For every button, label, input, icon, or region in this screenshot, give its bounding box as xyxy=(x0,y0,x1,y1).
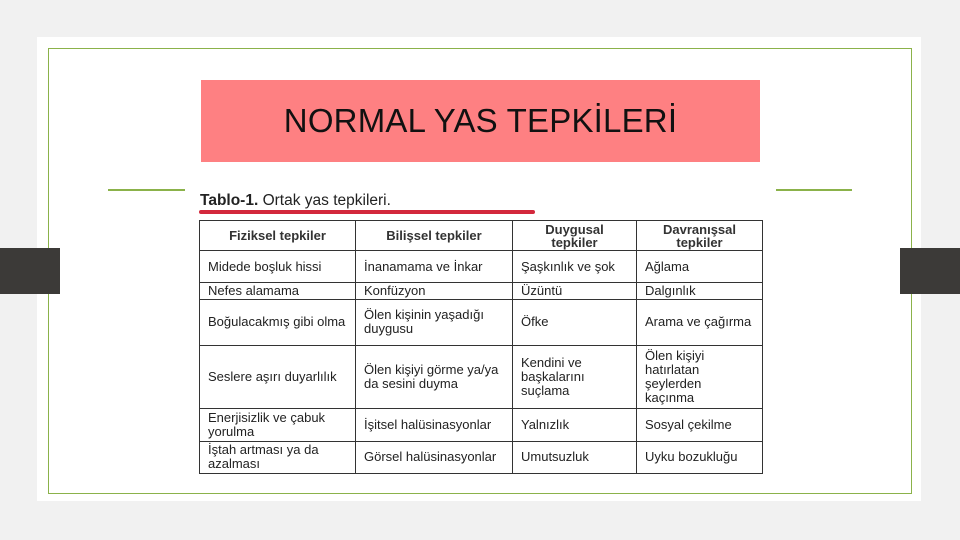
table-caption xyxy=(200,192,391,210)
table-cell: Ölen kişinin yaşadığı duygusu xyxy=(356,299,513,346)
table-header-row xyxy=(200,221,763,251)
table-cell: Öfke xyxy=(513,299,637,346)
header-emotional: Duygusal tepkiler xyxy=(513,221,637,251)
caption-text: Ortak yas tepkileri. xyxy=(258,192,391,209)
table-cell: Arama ve çağırma xyxy=(637,299,763,346)
table-row xyxy=(200,283,763,299)
table-cell: Ölen kişiyi hatırlatan şeylerden kaçınma xyxy=(637,346,763,409)
table-cell: Konfüzyon xyxy=(356,283,513,299)
table-image xyxy=(185,188,776,477)
table-cell: Dalgınlık xyxy=(637,283,763,299)
table-cell: Ölen kişiyi görme ya/ya da sesini duyma xyxy=(356,346,513,409)
table-row xyxy=(200,409,763,441)
table-cell: Şaşkınlık ve şok xyxy=(513,251,637,283)
table-cell: İşitsel halüsinasyonlar xyxy=(356,409,513,441)
right-side-tab xyxy=(900,248,960,294)
header-behavioral: Davranışsal tepkiler xyxy=(637,221,763,251)
left-side-tab xyxy=(0,248,60,294)
table-cell: Seslere aşırı duyarlılık xyxy=(200,346,356,409)
table-cell: Yalnızlık xyxy=(513,409,637,441)
header-cognitive: Bilişsel tepkiler xyxy=(356,221,513,251)
table-cell: Umutsuzluk xyxy=(513,441,637,473)
slide-title: NORMAL YAS TEPKİLERİ xyxy=(283,102,678,139)
table-cell: Kendini ve başkalarını suçlama xyxy=(513,346,637,409)
table-cell: Midede boşluk hissi xyxy=(200,251,356,283)
table-cell: Nefes alamama xyxy=(200,283,356,299)
caption-label: Tablo-1. xyxy=(200,192,259,209)
table-row xyxy=(200,299,763,346)
grief-reactions-table xyxy=(199,220,763,474)
header-physical: Fiziksel tepkiler xyxy=(200,221,356,251)
table-cell: Sosyal çekilme xyxy=(637,409,763,441)
table-cell: Üzüntü xyxy=(513,283,637,299)
table-cell: İnanamama ve İnkar xyxy=(356,251,513,283)
table-cell: Görsel halüsinasyonlar xyxy=(356,441,513,473)
table-row xyxy=(200,346,763,409)
table-cell: Uyku bozukluğu xyxy=(637,441,763,473)
table-row xyxy=(200,251,763,283)
table-cell: Enerjisizlik ve çabuk yorulma xyxy=(200,409,356,441)
table-cell: Boğulacakmış gibi olma xyxy=(200,299,356,346)
table-cell: İştah artması ya da azalması xyxy=(200,441,356,473)
red-underline xyxy=(199,210,535,214)
table-row xyxy=(200,441,763,473)
table-cell: Ağlama xyxy=(637,251,763,283)
title-banner xyxy=(201,80,760,162)
